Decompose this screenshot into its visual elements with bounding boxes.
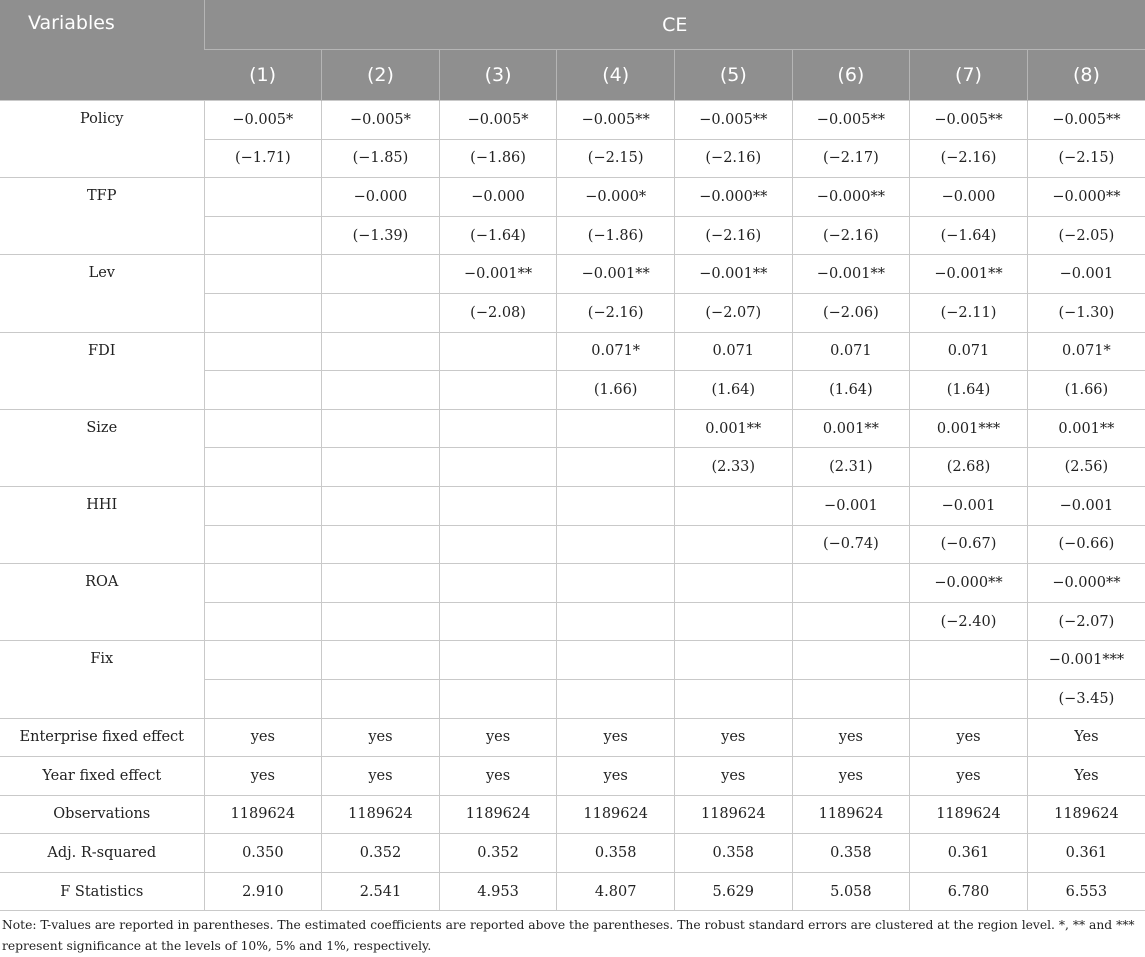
tstat-cell: (−1.86)	[557, 216, 675, 255]
stat-cell: 0.361	[910, 834, 1028, 873]
tstat-cell: (−0.66)	[1027, 525, 1145, 564]
tstat-cell: (2.33)	[674, 448, 792, 487]
coef-cell: −0.001**	[792, 255, 910, 294]
stat-cell: 4.953	[439, 872, 557, 911]
coef-cell	[557, 564, 675, 603]
stat-cell: 1189624	[439, 795, 557, 834]
stat-cell: yes	[674, 757, 792, 796]
table-header	[0, 0, 1145, 101]
coef-cell	[557, 486, 675, 525]
coef-cell	[322, 564, 440, 603]
tstat-cell	[204, 448, 322, 487]
tstat-cell	[322, 293, 440, 332]
column-header-3: (3)	[439, 50, 557, 101]
tstat-cell	[204, 525, 322, 564]
tstat-cell	[204, 216, 322, 255]
tstat-cell	[204, 371, 322, 410]
coef-row-policy	[0, 101, 1145, 140]
tstat-cell: (−2.16)	[674, 139, 792, 178]
stat-name: Enterprise fixed effect	[0, 718, 204, 757]
tstat-cell: (−2.15)	[1027, 139, 1145, 178]
stat-cell: 5.629	[674, 872, 792, 911]
stat-cell: 1189624	[910, 795, 1028, 834]
tstat-cell: (−0.67)	[910, 525, 1028, 564]
tstat-cell	[439, 679, 557, 718]
coef-cell	[322, 409, 440, 448]
variable-name-policy: Policy	[0, 101, 204, 178]
stat-cell: 2.541	[322, 872, 440, 911]
coef-cell: −0.005*	[439, 101, 557, 140]
coef-row-tfp	[0, 178, 1145, 217]
stat-cell: 0.358	[557, 834, 675, 873]
tstat-cell: (1.66)	[1027, 371, 1145, 410]
variable-name-tfp: TFP	[0, 178, 204, 255]
coef-cell	[322, 255, 440, 294]
stat-cell: 0.361	[1027, 834, 1145, 873]
coef-cell	[204, 564, 322, 603]
coef-cell: −0.001**	[910, 255, 1028, 294]
stat-cell: 6.553	[1027, 872, 1145, 911]
coef-cell: −0.001	[1027, 486, 1145, 525]
tstat-cell: (−1.30)	[1027, 293, 1145, 332]
coef-cell: −0.000**	[674, 178, 792, 217]
stat-row-enterprise-fixed-effect	[0, 718, 1145, 757]
coef-cell	[674, 641, 792, 680]
stat-cell: 1189624	[204, 795, 322, 834]
coef-cell: −0.005*	[204, 101, 322, 140]
stat-cell: Yes	[1027, 718, 1145, 757]
tstat-cell	[322, 371, 440, 410]
table-body	[0, 101, 1145, 911]
stat-cell: 1189624	[557, 795, 675, 834]
tstat-cell: (1.66)	[557, 371, 675, 410]
variable-name-hhi: HHI	[0, 486, 204, 563]
coef-cell	[322, 486, 440, 525]
coef-cell	[439, 486, 557, 525]
column-header-8: (8)	[1027, 50, 1145, 101]
stat-cell: yes	[204, 757, 322, 796]
tstat-cell	[322, 602, 440, 641]
stat-cell: 1189624	[674, 795, 792, 834]
stat-row-f-statistics	[0, 872, 1145, 911]
coef-cell: −0.001**	[674, 255, 792, 294]
stat-name: Observations	[0, 795, 204, 834]
tstat-cell: (−0.74)	[792, 525, 910, 564]
tstat-cell: (−2.16)	[674, 216, 792, 255]
coef-cell: 0.001**	[674, 409, 792, 448]
stat-cell: 0.358	[792, 834, 910, 873]
tstat-cell	[674, 602, 792, 641]
coef-row-fdi	[0, 332, 1145, 371]
tstat-cell	[322, 679, 440, 718]
stat-cell: yes	[792, 757, 910, 796]
tstat-cell: (2.56)	[1027, 448, 1145, 487]
stat-cell: yes	[322, 718, 440, 757]
tstat-cell	[439, 371, 557, 410]
coef-cell: −0.000	[439, 178, 557, 217]
tstat-cell: (1.64)	[910, 371, 1028, 410]
tstat-cell: (2.68)	[910, 448, 1028, 487]
stat-cell: 4.807	[557, 872, 675, 911]
stat-cell: 1189624	[1027, 795, 1145, 834]
coef-cell: 0.071	[910, 332, 1028, 371]
column-header-5: (5)	[674, 50, 792, 101]
tstat-cell: (−2.07)	[1027, 602, 1145, 641]
coef-cell: 0.071*	[557, 332, 675, 371]
coef-row-lev	[0, 255, 1145, 294]
stat-row-adj-r-squared	[0, 834, 1145, 873]
coef-cell: −0.001	[910, 486, 1028, 525]
stat-cell: yes	[792, 718, 910, 757]
coef-cell	[792, 641, 910, 680]
stat-row-observations	[0, 795, 1145, 834]
tstat-cell	[204, 293, 322, 332]
tstat-cell	[910, 679, 1028, 718]
stat-cell: yes	[439, 757, 557, 796]
coef-cell: −0.005**	[792, 101, 910, 140]
stat-cell: 2.910	[204, 872, 322, 911]
stat-cell: yes	[674, 718, 792, 757]
tstat-cell	[557, 602, 675, 641]
stat-cell: Yes	[1027, 757, 1145, 796]
coef-cell	[439, 564, 557, 603]
tstat-cell: (−2.08)	[439, 293, 557, 332]
coef-cell	[557, 641, 675, 680]
tstat-cell: (1.64)	[674, 371, 792, 410]
stat-name: Adj. R-squared	[0, 834, 204, 873]
stat-cell: 1189624	[792, 795, 910, 834]
coef-cell	[204, 332, 322, 371]
tstat-cell	[557, 448, 675, 487]
coef-cell	[439, 332, 557, 371]
variable-name-lev: Lev	[0, 255, 204, 332]
coef-cell: −0.000*	[557, 178, 675, 217]
coef-cell: −0.005**	[1027, 101, 1145, 140]
tstat-cell: (−1.71)	[204, 139, 322, 178]
tstat-cell	[792, 679, 910, 718]
column-header-1: (1)	[204, 50, 322, 101]
tstat-cell: (−1.39)	[322, 216, 440, 255]
variable-name-size: Size	[0, 409, 204, 486]
coef-cell: −0.001**	[439, 255, 557, 294]
tstat-cell: (−1.64)	[439, 216, 557, 255]
tstat-cell	[439, 602, 557, 641]
coef-cell	[322, 641, 440, 680]
stat-cell: 6.780	[910, 872, 1028, 911]
coef-cell	[439, 409, 557, 448]
tstat-cell	[674, 679, 792, 718]
column-header-4: (4)	[557, 50, 675, 101]
coef-cell	[204, 178, 322, 217]
tstat-cell: (−2.07)	[674, 293, 792, 332]
tstat-cell: (−2.40)	[910, 602, 1028, 641]
tstat-cell: (−2.16)	[792, 216, 910, 255]
coef-cell: 0.001***	[910, 409, 1028, 448]
column-header-6: (6)	[792, 50, 910, 101]
tstat-cell: (−3.45)	[1027, 679, 1145, 718]
tstat-cell: (−2.16)	[557, 293, 675, 332]
column-header-7: (7)	[910, 50, 1028, 101]
tstat-cell	[204, 679, 322, 718]
coef-cell	[204, 641, 322, 680]
coef-cell	[557, 409, 675, 448]
tstat-cell	[557, 679, 675, 718]
table-note: Note: T-values are reported in parentheses. The estimated coefficients are reported above the parentheses. The robust standard errors are clustered at the region level. *, ** and *** represent significance at the levels of 10%, 5% and 1%, respectively.	[2, 918, 1135, 954]
variable-name-fix: Fix	[0, 641, 204, 718]
stat-row-year-fixed-effect	[0, 757, 1145, 796]
coef-cell: −0.005**	[910, 101, 1028, 140]
stat-cell: yes	[557, 718, 675, 757]
tstat-cell	[322, 525, 440, 564]
coef-cell	[674, 486, 792, 525]
coef-cell: −0.000	[910, 178, 1028, 217]
stat-cell: 0.358	[674, 834, 792, 873]
tstat-cell: (−1.86)	[439, 139, 557, 178]
tstat-cell: (−1.85)	[322, 139, 440, 178]
coef-cell	[204, 409, 322, 448]
coef-cell	[674, 564, 792, 603]
coef-cell: −0.000**	[910, 564, 1028, 603]
tstat-cell	[557, 525, 675, 564]
coef-row-fix	[0, 641, 1145, 680]
tstat-cell	[322, 448, 440, 487]
tstat-cell: (−1.64)	[910, 216, 1028, 255]
stat-cell: 0.352	[439, 834, 557, 873]
coef-cell	[439, 641, 557, 680]
tstat-cell	[674, 525, 792, 564]
coef-cell: −0.000**	[1027, 178, 1145, 217]
coef-cell: 0.071*	[1027, 332, 1145, 371]
stat-cell: 0.350	[204, 834, 322, 873]
coef-cell: −0.001	[1027, 255, 1145, 294]
coef-cell: −0.005**	[557, 101, 675, 140]
coef-cell	[204, 486, 322, 525]
tstat-cell	[792, 602, 910, 641]
tstat-cell: (−2.05)	[1027, 216, 1145, 255]
stat-cell: yes	[557, 757, 675, 796]
coef-cell: −0.005*	[322, 101, 440, 140]
coef-cell: −0.001	[792, 486, 910, 525]
variable-name-fdi: FDI	[0, 332, 204, 409]
coef-cell: −0.000**	[792, 178, 910, 217]
stat-name: Year fixed effect	[0, 757, 204, 796]
coef-cell	[322, 332, 440, 371]
variables-header: Variables	[0, 0, 204, 101]
tstat-cell	[439, 448, 557, 487]
stat-name: F Statistics	[0, 872, 204, 911]
variable-name-roa: ROA	[0, 564, 204, 641]
stat-cell: yes	[204, 718, 322, 757]
coef-cell	[204, 255, 322, 294]
coef-row-hhi	[0, 486, 1145, 525]
coef-cell: 0.001**	[1027, 409, 1145, 448]
stat-cell: 1189624	[322, 795, 440, 834]
stat-cell: yes	[910, 718, 1028, 757]
stat-cell: 0.352	[322, 834, 440, 873]
tstat-cell	[439, 525, 557, 564]
tstat-cell: (−2.15)	[557, 139, 675, 178]
coef-row-size	[0, 409, 1145, 448]
coef-cell: −0.001***	[1027, 641, 1145, 680]
coef-cell: −0.000**	[1027, 564, 1145, 603]
ce-group-header: CE	[204, 0, 1145, 50]
coef-cell: 0.001**	[792, 409, 910, 448]
stat-cell: yes	[322, 757, 440, 796]
column-header-2: (2)	[322, 50, 440, 101]
coef-cell: −0.000	[322, 178, 440, 217]
tstat-cell: (−2.16)	[910, 139, 1028, 178]
stat-cell: yes	[910, 757, 1028, 796]
coef-cell: −0.005**	[674, 101, 792, 140]
tstat-cell: (−2.11)	[910, 293, 1028, 332]
coef-row-roa	[0, 564, 1145, 603]
coef-cell	[792, 564, 910, 603]
tstat-cell: (2.31)	[792, 448, 910, 487]
tstat-cell: (1.64)	[792, 371, 910, 410]
stat-cell: yes	[439, 718, 557, 757]
tstat-cell: (−2.06)	[792, 293, 910, 332]
coef-cell: 0.071	[674, 332, 792, 371]
coef-cell: 0.071	[792, 332, 910, 371]
coef-cell: −0.001**	[557, 255, 675, 294]
stat-cell: 5.058	[792, 872, 910, 911]
tstat-cell: (−2.17)	[792, 139, 910, 178]
coef-cell	[910, 641, 1028, 680]
tstat-cell	[204, 602, 322, 641]
